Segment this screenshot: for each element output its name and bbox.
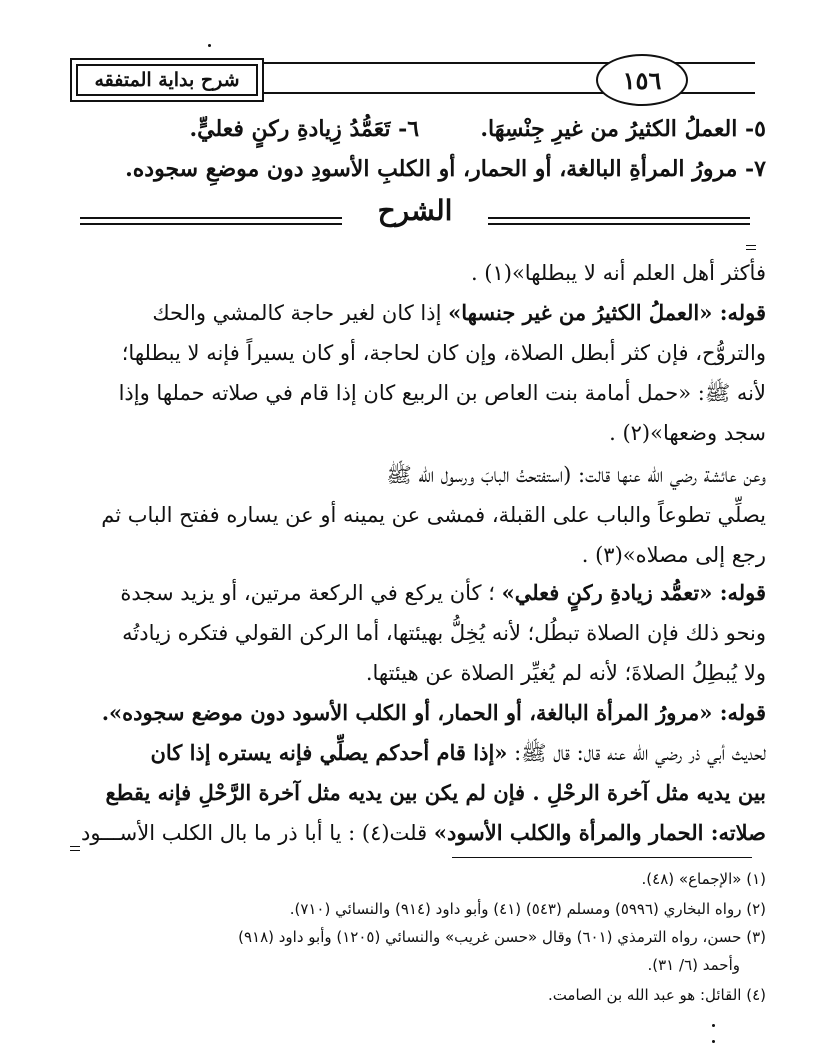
book-title-box: [70, 58, 264, 102]
footnote-3-cont: وأحمد (٦/ ٣١).: [647, 956, 740, 974]
body-line-9-text: ؛ كأن يركع في الركعة مرتين، أو يزيد سجدة: [120, 581, 502, 605]
body-line-6: وعن عائشة رضي الله عنها قالت: (استفتحتُ البابَ ورسول الله ﷺ: [386, 463, 766, 487]
body-line-3: والتروُّح، فإن كثر أبطل الصلاة، وإن كان لحاجة، أو كان يسيراً فإنه لا يبطلها؛: [121, 341, 766, 365]
speck-dot: [712, 1024, 715, 1027]
speck-dot: [208, 44, 211, 47]
section-rule-right-2: [488, 223, 750, 225]
body-line-9: [78, 580, 766, 606]
continuation-mark-bottom-2: [70, 850, 80, 851]
book-title: شرح بداية المتفقه: [76, 64, 258, 96]
footnote-2: (٢) رواه البخاري (٥٩٩٦) ومسلم (٥٤٣) (٤١) وأبو داود (٩١٤) والنسائي (٧١٠).: [289, 900, 766, 918]
page-number: ١٥٦: [622, 65, 662, 95]
body-line-4: لأنه ﷺ: «حمل أمامة بنت العاص بن الربيع كان إذا قام في صلاته حملها وإذا: [118, 381, 766, 405]
body-line-7: يصلِّي تطوعاً والباب على القبلة، فمشى عن يمينه أو عن يساره ففتح الباب ثم: [101, 503, 766, 527]
body-line-8: رجع إلى مصلاه»(٣) .: [581, 543, 766, 567]
section-title: الشرح: [377, 194, 453, 227]
footnote-separator: [452, 857, 752, 858]
body-line-2-text: إذا كان لغير حاجة كالمشي والحك: [152, 301, 449, 325]
quote-heading-2: قوله: «تعمُّد زيادةِ ركنٍ فعلي»: [501, 580, 766, 605]
body-line-2: [78, 300, 766, 326]
continuation-mark-top-2: [746, 249, 756, 250]
hadith-text-1: «إذا قام أحدكم يصلِّي فإنه يستره إذا كان: [150, 740, 508, 765]
quote-heading-3: قوله: «مرورُ المرأة البالغة، أو الحمار، أو الكلب الأسود دون موضع سجوده».: [101, 700, 766, 725]
section-rule-left: [80, 217, 342, 219]
body-line-1: فأكثر أهل العلم أنه لا يبطلها»(١) .: [470, 261, 766, 285]
section-rule-right: [488, 217, 750, 219]
continuation-mark-bottom: [70, 846, 80, 847]
speck-dot: [712, 1040, 715, 1043]
matn-line-2: ٧- مرورُ المرأةِ البالغة، أو الحمار، أو الكلبِ الأسودِ دون موضعِ سجوده.: [125, 156, 766, 182]
body-line-5: سجد وضعها»(٢) .: [609, 421, 766, 445]
footnote-4: (٤) القائل: هو عبد الله بن الصامت.: [547, 986, 766, 1004]
matn-line-1: ٥- العملُ الكثيرُ من غيرِ جِنْسِهَا. ٦- تَعَمُّدُ زِيادةِ ركنٍ فعليٍّ.: [189, 116, 766, 142]
footnote-3: (٣) حسن، رواه الترمذي (٦٠١) وقال «حسن غريب» والنسائي (١٢٠٥) وأبو داود (٩١٨): [238, 928, 766, 946]
body-line-14: [78, 780, 766, 806]
body-line-11: ولا يُبطِلُ الصلاةَ؛ لأنه لم يُغيِّر الصلاة عن هيئتها.: [365, 661, 766, 685]
body-line-12: [78, 700, 766, 726]
section-rule-left-2: [80, 223, 342, 225]
body-line-15-text: قلت(٤) : يا أبا ذر ما بال الكلب الأســـود: [80, 821, 434, 845]
quote-heading-1: قوله: «العملُ الكثيرُ من غير جنسها»: [448, 300, 766, 325]
body-line-13: [78, 740, 766, 766]
footnote-1: (١) «الإجماع» (٤٨).: [641, 870, 766, 888]
hadith-text-3: صلاته: الحمار والمرأة والكلب الأسود»: [433, 820, 766, 845]
body-line-15: [78, 820, 766, 846]
hadith-text-2: بين يديه مثل آخرة الرحْلِ . فإن لم يكن بين يديه مثل آخرة الرَّحْلِ فإنه يقطع: [105, 780, 766, 805]
continuation-mark-top: [746, 245, 756, 246]
body-line-13-text: لحديث أبي ذر رضي الله عنه قال: قال ﷺ:: [507, 741, 766, 765]
page-number-oval: [596, 54, 688, 106]
body-line-10: ونحو ذلك فإن الصلاة تبطُل؛ لأنه يُخِلُّ بهيئتها، أما الركن القولي فتكره زيادتُه: [122, 621, 766, 645]
